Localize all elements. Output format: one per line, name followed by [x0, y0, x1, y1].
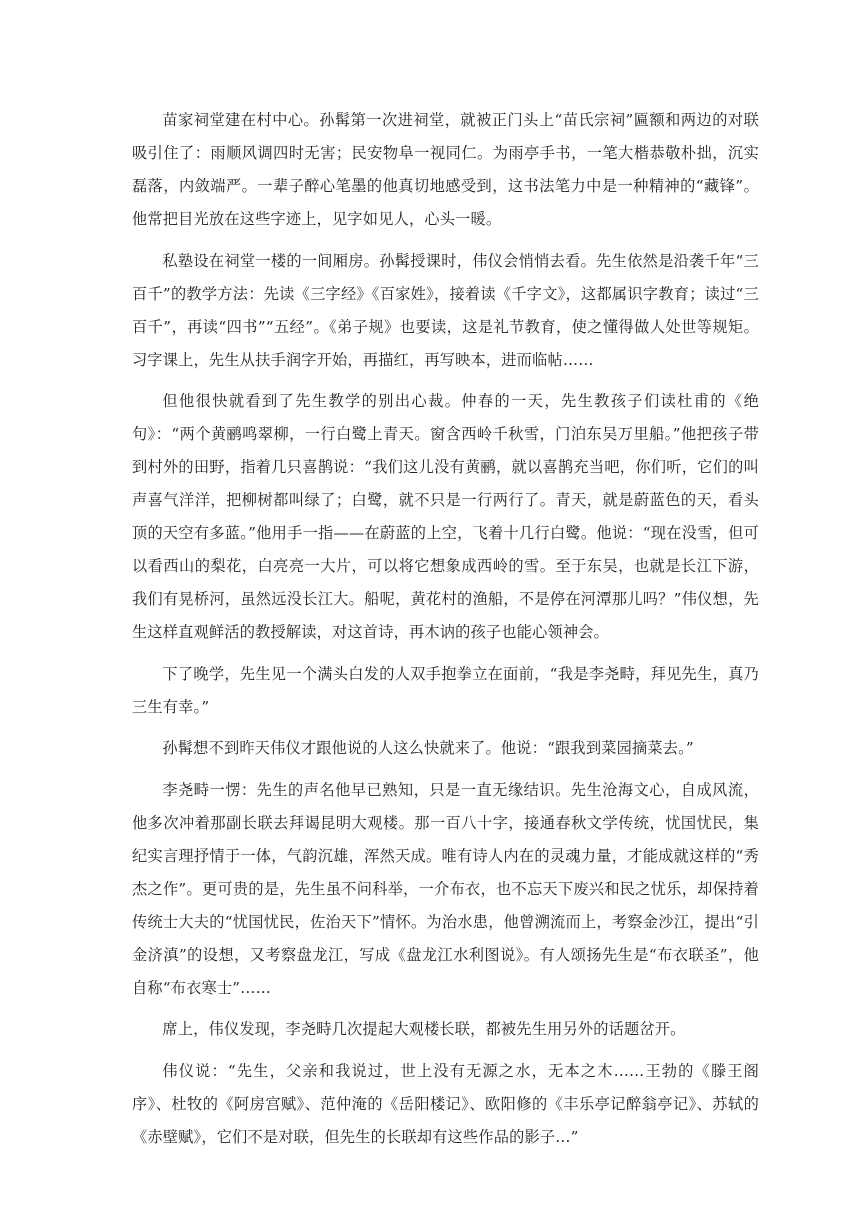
- paragraph-7: 席上，伟仪发现，李尧畤几次提起大观楼长联，都被先生用另外的话题岔开。: [162, 1020, 686, 1038]
- paragraph-3: 但他很快就看到了先生教学的别出心裁。仲春的一天，先生教孩子们读杜甫的《绝句》：“两个黄鹂鸣翠柳，一行白鹭上青天。窗含西岭千秋雪，门泊东吴万里船。”他把孩子带到村外的田野，指着几只喜鹊说：“我们这儿没有黄鹂，就以喜鹊充当吧，你们听，它们的叫声喜气洋洋，把柳树都叫绿了；白鹭，就不只是一行两行了。青天，就是蔚蓝色的天，看头顶的天空有多蓝。”他用手一指——在蔚蓝的上空，飞着十几行白鹭。他说：“现在没雪，但可以看西山的梨花，白亮亮一大片，可以将它想象成西岭的雪。至于东吴，也就是长江下游，我们有晃桥河，虽然远没长江大。船呢，黄花村的渔船，不是停在河潭那儿吗？”伟仪想，先生这样直观鲜活的教授解读，对这首诗，再木讷的孩子也能心领神会。: [132, 392, 759, 641]
- paragraph-5: 孙髯想不到昨天伟仪才跟他说的人这么快就来了。他说：“跟我到菜园摘菜去。”: [162, 739, 694, 757]
- paragraph-6: 李尧畤一愣：先生的声名他早已熟知，只是一直无缘结识。先生沧海文心，自成风流，他多次冲着那副长联去拜谒昆明大观楼。那一百八十字，接通春秋文学传统，忧国忧民，集纪实言理抒情于一体，气韵沉雄，浑然天成。唯有诗人内在的灵魂力量，才能成就这样的“秀杰之作”。更可贵的是，先生虽不问科举，一介布衣，也不忘天下废兴和民之忧乐，却保持着传统士大夫的“忧国忧民，佐治天下”情怀。为治水患，他曾溯流而上，考察金沙江，提出“引金济滇”的设想，又考察盘龙江，写成《盘龙江水利图说》。有人颂扬先生是“布衣联圣”，他自称“布衣寒士”……: [132, 780, 759, 997]
- article-body: [132, 104, 759, 1162]
- paragraph-2: 私塾设在祠堂一楼的一间厢房。孙髯授课时，伟仪会悄悄去看。先生依然是沿袭千年“三百千”的教学方法：先读《三字经》《百家姓》，接着读《千字文》，这都属识字教育；读过“三百千”，再读“四书”“五经”。《弟子规》也要读，这是礼节教育，使之懂得做人处世等规矩。习字课上，先生从扶手润字开始，再描红，再写映本，进而临帖……: [132, 251, 759, 369]
- paragraph-8: 伟仪说：“先生，父亲和我说过，世上没有无源之水，无本之木……王勃的《滕王阁序》、杜牧的《阿房宫赋》、范仲淹的《岳阳楼记》、欧阳修的《丰乐亭记醉翁亭记》、苏轼的《赤壁赋》，它们不是对联，但先生的长联却有这些作品的影子…”: [132, 1061, 759, 1146]
- paragraph-4: 下了晚学，先生见一个满头白发的人双手抱拳立在面前，“我是李尧畤，拜见先生，真乃三生有幸。”: [132, 664, 759, 716]
- paragraph-1: 苗家祠堂建在村中心。孙髯第一次进祠堂，就被正门头上“苗氏宗祠”匾额和两边的对联吸引住了：雨顺风调四时无害；民安物阜一视同仁。为雨亭手书，一笔大楷恭敬朴拙，沉实磊落，内敛端严。一辈子醉心笔墨的他真切地感受到，这书法笔力中是一种精神的“藏锋”。他常把目光放在这些字迹上，见字如见人，心头一暖。: [132, 111, 759, 228]
